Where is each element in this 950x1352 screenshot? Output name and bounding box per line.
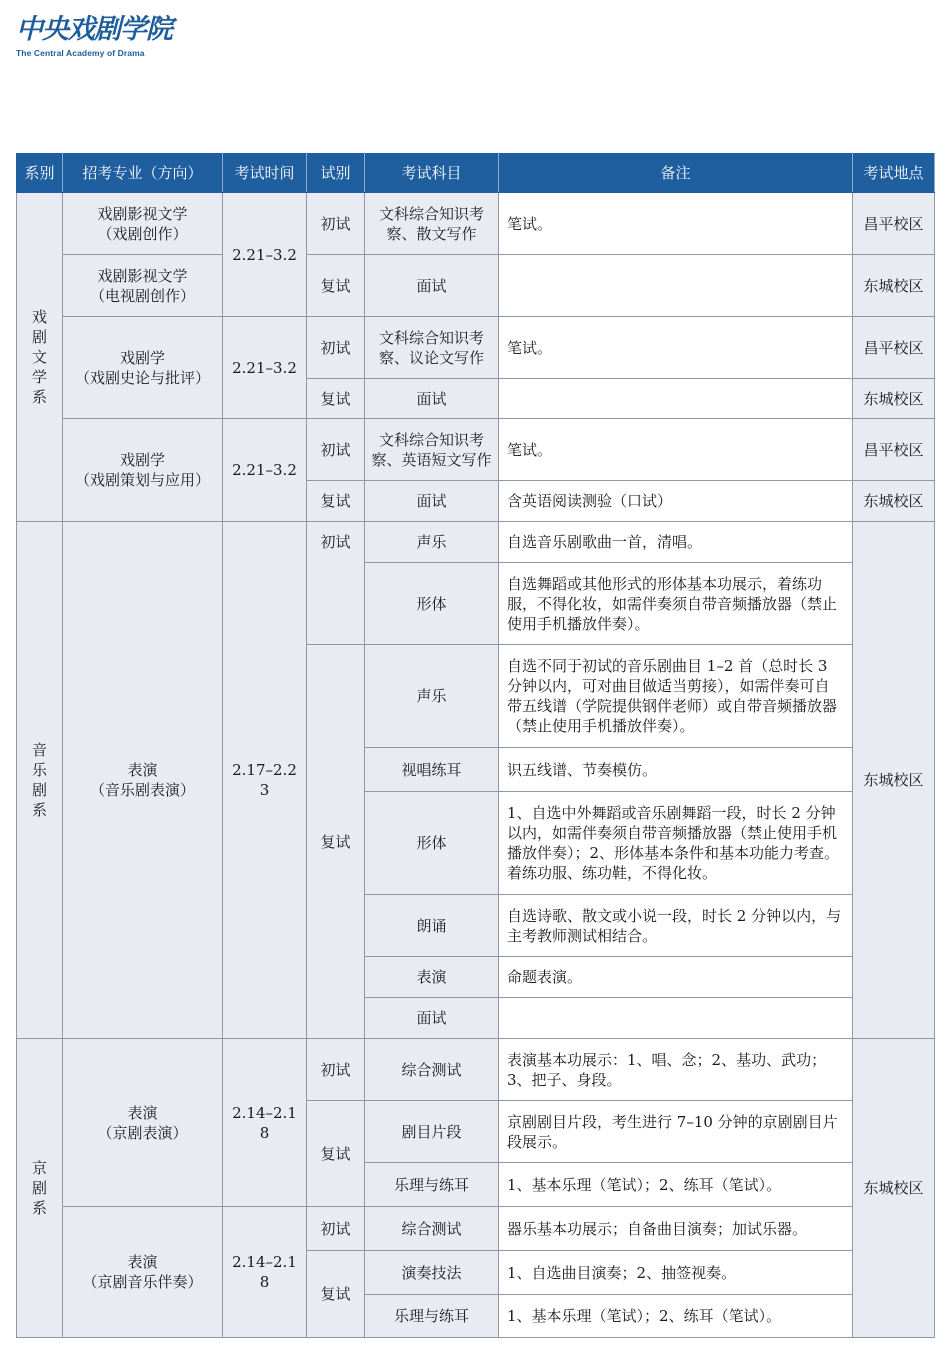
exam-subject-cell: 乐理与练耳 xyxy=(365,1163,499,1207)
exam-location-cell: 东城校区 xyxy=(853,379,935,419)
remarks-cell xyxy=(499,255,853,317)
exam-stage-cell: 初试 xyxy=(307,1207,365,1251)
header-remarks: 备注 xyxy=(499,154,853,193)
table-row xyxy=(17,317,935,379)
remarks-cell: 1、基本乐理（笔试）；2、练耳（笔试）。 xyxy=(499,1295,853,1338)
exam-location-cell: 东城校区 xyxy=(853,255,935,317)
remarks-cell: 笔试。 xyxy=(499,419,853,481)
header-department: 系别 xyxy=(17,154,63,193)
exam-time-cell: 2.21–3.2 xyxy=(223,419,307,522)
exam-subject-cell: 表演 xyxy=(365,957,499,998)
logo-chinese-name: 中央戏剧学院 xyxy=(16,14,172,45)
header-exam-location: 考试地点 xyxy=(853,154,935,193)
exam-time-cell: 2.14–2.18 xyxy=(223,1207,307,1338)
table-row xyxy=(17,1207,935,1251)
remarks-cell xyxy=(499,998,853,1039)
exam-location-cell: 昌平校区 xyxy=(853,317,935,379)
exam-subject-cell: 综合测试 xyxy=(365,1207,499,1251)
major-cell: 戏剧学 （戏剧策划与应用） xyxy=(63,419,223,522)
remarks-cell: 识五线谱、节奏模仿。 xyxy=(499,748,853,792)
exam-time-cell: 2.21–3.2 xyxy=(223,317,307,419)
remarks-cell: 笔试。 xyxy=(499,317,853,379)
major-cell: 表演 （京剧表演） xyxy=(63,1039,223,1207)
remarks-cell: 自选舞蹈或其他形式的形体基本功展示，着练功服，不得化妆，如需伴奏须自带音频播放器（禁止使用手机播放伴奏）。 xyxy=(499,563,853,645)
exam-subject-cell: 朗诵 xyxy=(365,895,499,957)
exam-stage-cell: 复试 xyxy=(307,1101,365,1207)
exam-location-cell: 东城校区 xyxy=(853,481,935,522)
remarks-cell: 1、基本乐理（笔试）；2、练耳（笔试）。 xyxy=(499,1163,853,1207)
exam-subject-cell: 声乐 xyxy=(365,645,499,748)
header-exam-stage: 试别 xyxy=(307,154,365,193)
remarks-cell: 笔试。 xyxy=(499,193,853,255)
table-row xyxy=(17,522,935,563)
table-row xyxy=(17,255,935,317)
major-cell: 戏剧影视文学 （电视剧创作） xyxy=(63,255,223,317)
exam-subject-cell: 视唱练耳 xyxy=(365,748,499,792)
header-major: 招考专业（方向） xyxy=(63,154,223,193)
header-exam-subject: 考试科目 xyxy=(365,154,499,193)
exam-time-cell: 2.14–2.18 xyxy=(223,1039,307,1207)
exam-location-cell: 昌平校区 xyxy=(853,193,935,255)
exam-location-cell: 东城校区 xyxy=(853,1039,935,1338)
remarks-cell: 1、自选曲目演奏；2、抽签视奏。 xyxy=(499,1251,853,1295)
exam-stage-cell: 复试 xyxy=(307,379,365,419)
exam-time-cell: 2.21–3.2 xyxy=(223,193,307,317)
exam-subject-cell: 形体 xyxy=(365,563,499,645)
table-row xyxy=(17,193,935,255)
remarks-cell: 自选音乐剧歌曲一首，清唱。 xyxy=(499,522,853,563)
exam-stage-cell: 初试 xyxy=(307,193,365,255)
exam-time-cell: 2.17–2.23 xyxy=(223,522,307,1039)
remarks-cell: 1、自选中外舞蹈或音乐剧舞蹈一段，时长 2 分钟以内，如需伴奏须自带音频播放器（禁止使用手机播放伴奏）；2、形体基本条件和基本功能力考查。着练功服、练功鞋，不得化妆。 xyxy=(499,792,853,895)
header-exam-time: 考试时间 xyxy=(223,154,307,193)
remarks-cell: 含英语阅读测验（口试） xyxy=(499,481,853,522)
academy-logo xyxy=(16,14,172,58)
exam-subject-cell: 综合测试 xyxy=(365,1039,499,1101)
exam-subject-cell: 演奏技法 xyxy=(365,1251,499,1295)
exam-subject-cell: 声乐 xyxy=(365,522,499,563)
exam-stage-cell: 复试 xyxy=(307,1251,365,1338)
exam-subject-cell: 面试 xyxy=(365,481,499,522)
exam-location-cell: 昌平校区 xyxy=(853,419,935,481)
exam-stage-cell: 初试 xyxy=(307,522,365,645)
remarks-cell: 表演基本功展示：1、唱、念；2、基功、武功；3、把子、身段。 xyxy=(499,1039,853,1101)
remarks-cell: 京剧剧目片段，考生进行 7–10 分钟的京剧剧目片段展示。 xyxy=(499,1101,853,1163)
exam-subject-cell: 文科综合知识考察、英语短文写作 xyxy=(365,419,499,481)
exam-stage-cell: 复试 xyxy=(307,481,365,522)
department-cell xyxy=(17,193,63,522)
exam-stage-cell: 复试 xyxy=(307,255,365,317)
exam-stage-cell: 初试 xyxy=(307,317,365,379)
major-cell: 表演 （音乐剧表演） xyxy=(63,522,223,1039)
major-cell: 戏剧影视文学 （戏剧创作） xyxy=(63,193,223,255)
exam-subject-cell: 面试 xyxy=(365,379,499,419)
department-cell xyxy=(17,1039,63,1338)
table-row xyxy=(17,419,935,481)
exam-stage-cell: 复试 xyxy=(307,645,365,1039)
exam-location-cell: 东城校区 xyxy=(853,522,935,1039)
table-row xyxy=(17,1039,935,1101)
exam-subject-cell: 剧目片段 xyxy=(365,1101,499,1163)
logo-english-name: The Central Academy of Drama xyxy=(16,48,145,58)
major-cell: 戏剧学 （戏剧史论与批评） xyxy=(63,317,223,419)
exam-subject-cell: 文科综合知识考察、散文写作 xyxy=(365,193,499,255)
table-header-row xyxy=(17,154,935,193)
exam-subject-cell: 乐理与练耳 xyxy=(365,1295,499,1338)
department-cell xyxy=(17,522,63,1039)
remarks-cell: 自选不同于初试的音乐剧曲目 1–2 首（总时长 3 分钟以内，可对曲目做适当剪接），如需伴奏可自带五线谱（学院提供钢伴老师）或自带音频播放器（禁止使用手机播放伴奏）。 xyxy=(499,645,853,748)
department-name: 音乐剧系 xyxy=(31,741,47,819)
exam-stage-cell: 初试 xyxy=(307,419,365,481)
department-name: 京剧系 xyxy=(31,1159,47,1217)
remarks-cell: 命题表演。 xyxy=(499,957,853,998)
exam-schedule-table xyxy=(16,153,935,1338)
exam-subject-cell: 文科综合知识考察、议论文写作 xyxy=(365,317,499,379)
major-cell: 表演 （京剧音乐伴奏） xyxy=(63,1207,223,1338)
exam-stage-cell: 初试 xyxy=(307,1039,365,1101)
exam-subject-cell: 面试 xyxy=(365,998,499,1039)
remarks-cell xyxy=(499,379,853,419)
remarks-cell: 自选诗歌、散文或小说一段，时长 2 分钟以内，与主考教师测试相结合。 xyxy=(499,895,853,957)
exam-subject-cell: 形体 xyxy=(365,792,499,895)
department-name: 戏剧文学系 xyxy=(31,308,47,406)
exam-subject-cell: 面试 xyxy=(365,255,499,317)
remarks-cell: 器乐基本功展示；自备曲目演奏；加试乐器。 xyxy=(499,1207,853,1251)
